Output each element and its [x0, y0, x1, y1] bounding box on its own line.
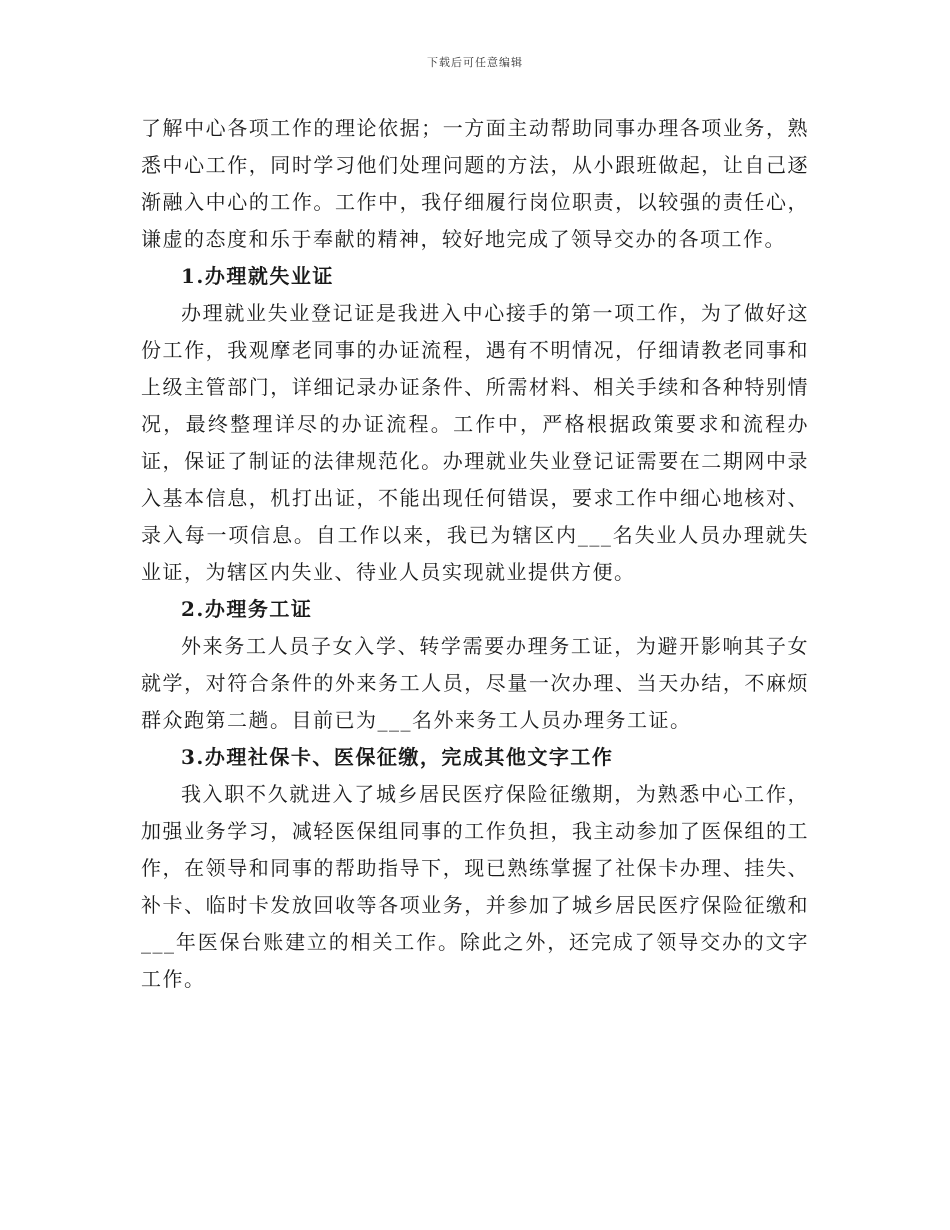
- section-heading: 2.办理务工证: [181, 597, 313, 621]
- intro-paragraph: 了解中心各项工作的理论依据；一方面主动帮助同事办理各项业务，熟悉中心工作，同时学习他们处理问题的方法，从小跟班做起，让自己逐渐融入中心的工作。工作中，我仔细履行岗位职责，以较强的责任心，谦虚的态度和乐于奉献的精神，较好地完成了领导交办的各项工作。: [141, 116, 809, 251]
- section-paragraph: 办理就业失业登记证是我进入中心接手的第一项工作，为了做好这份工作，我观摩老同事的办证流程，遇有不明情况，仔细请教老同事和上级主管部门，详细记录办证条件、所需材料、相关手续和各种特别情况，最终整理详尽的办证流程。工作中，严格根据政策要求和流程办证，保证了制证的法律规范化。办理就业失业登记证需要在二期网中录入基本信息，机打出证，不能出现任何错误，要求工作中细心地核对、录入每一项信息。自工作以来，我已为辖区内___名失业人员办理就失业证，为辖区内失业、待业人员实现就业提供方便。: [141, 301, 809, 584]
- section-paragraph: 外来务工人员子女入学、转学需要办理务工证，为避开影响其子女就学，对符合条件的外来务工人员，尽量一次办理、当天办结，不麻烦群众跑第二趟。目前已为___名外来务工人员办理务工证。: [141, 634, 809, 732]
- section-heading: 1.办理就失业证: [181, 264, 334, 288]
- section-heading: 3.办理社保卡、医保征缴，完成其他文字工作: [181, 745, 614, 769]
- page-header: 下载后可任意编辑: [427, 56, 523, 69]
- document-body: [141, 110, 809, 998]
- section-paragraph: 我入职不久就进入了城乡居民医疗保险征缴期，为熟悉中心工作，加强业务学习，减轻医保组同事的工作负担，我主动参加了医保组的工作，在领导和同事的帮助指导下，现已熟练掌握了社保卡办理、挂失、补卡、临时卡发放回收等各项业务，并参加了城乡居民医疗保险征缴和___年医保台账建立的相关工作。除此之外，还完成了领导交办的文字工作。: [141, 782, 809, 991]
